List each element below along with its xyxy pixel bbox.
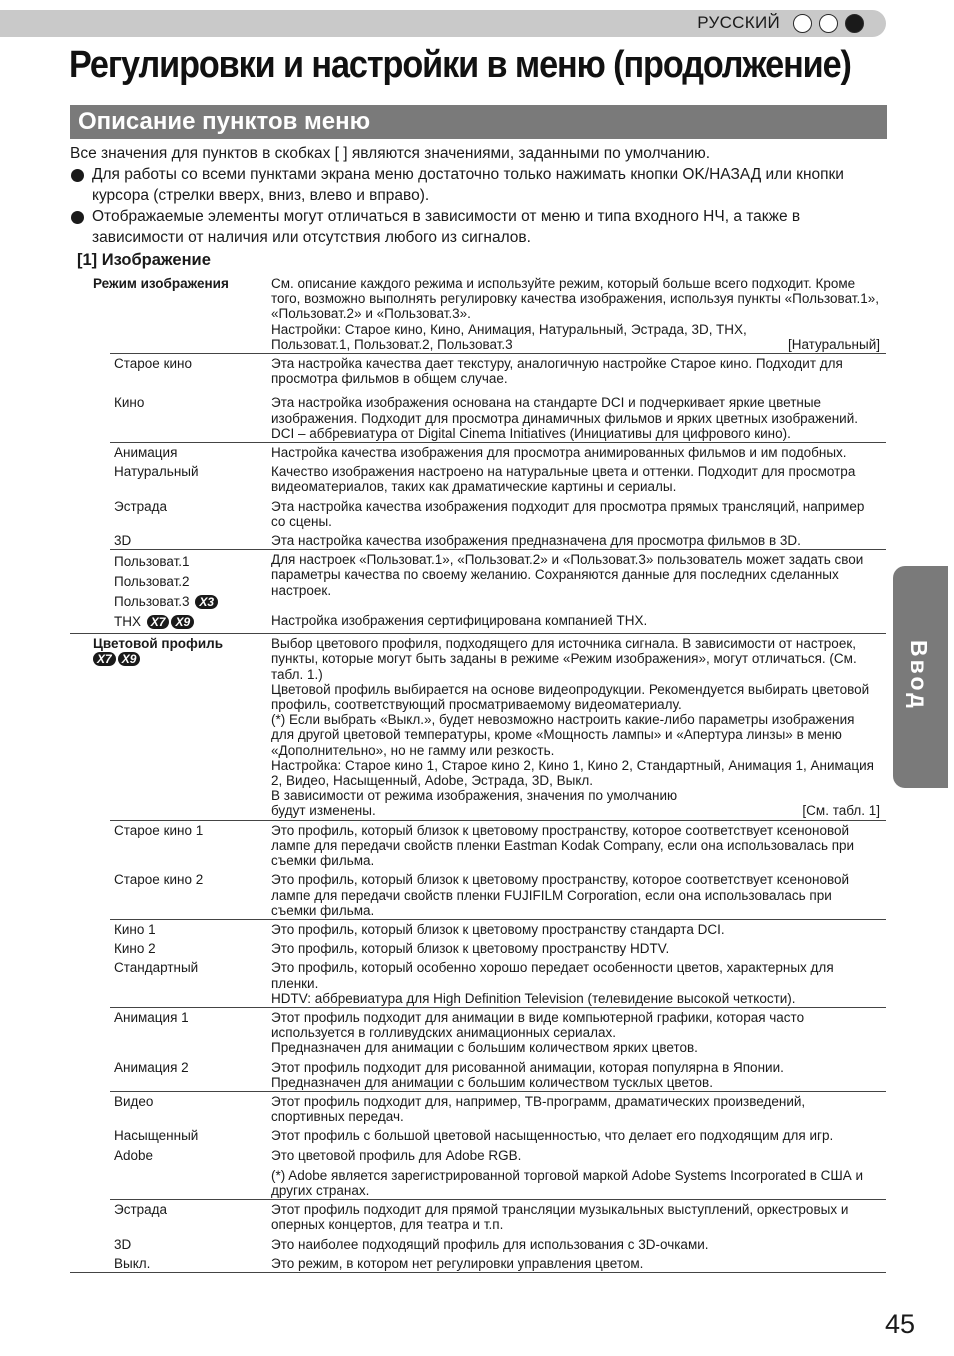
language-indicator-filled-icon	[845, 14, 864, 33]
option-note: (*) Adobe является зарегистрированной торговой маркой Adobe Systems Incorporated в США и других странах.	[271, 1167, 864, 1198]
table-bottom-rule	[70, 1272, 886, 1273]
intro-bullet-buttons: Для работы со всеми пунктами экрана меню достаточно только нажимать кнопки OK/НАЗАД или кнопки курсора (стрелки вверх, вниз, влево и вправо).	[70, 164, 886, 206]
option-description: Эта настройка качества дает текстуру, аналогичную настройке Старое кино. Подходит для просмотра фильмов в общем случае.	[271, 356, 843, 387]
option-label: Анимация 2	[114, 1059, 189, 1075]
item-description: (*) Если выбрать «Выкл.», будет невозможно настроить какие-либо параметры изображения для другой цветовой температуры, кроме «Мощность лампы» и «Апертура линзы» в меню «Дополнительно», но не гамму или резкость.	[271, 712, 855, 758]
option-label: Анимация	[114, 445, 178, 461]
option-description: Предназначен для анимации с большим количеством ярких цветов.	[271, 1040, 698, 1056]
table-row-user	[70, 550, 886, 633]
item-settings: Настройка: Старое кино 1, Старое кино 2, Кино 1, Кино 2, Стандартный, Анимация 1, Анимация 2, Видео, Насыщенный, Adobe, Эстрада, 3D, Выкл.	[271, 757, 874, 789]
intro-bullet-items: Отображаемые элементы могут отличаться в зависимости от меню и типа входного НЧ, а также в зависимости от наличия или отсутствия любого из сигналов.	[70, 206, 886, 248]
item-description: будут изменены.	[271, 803, 376, 819]
option-label: Кино 2	[114, 941, 156, 957]
option-label: Насыщенный	[114, 1128, 199, 1144]
option-note: DCI – аббревиатура от Digital Cinema Initiatives (Инициативы для цифрового кино).	[271, 425, 791, 441]
option-label: Эстрада	[114, 498, 168, 514]
option-description: Этот профиль подходит для анимации в виде компьютерной графики, которая часто используется в голливудских анимационных сериалах.	[271, 1009, 805, 1041]
item-description: См. описание каждого режима и используйте режим, который больше всего подходит. Кроме того, возможно выполнять регулировку качества изображения, используя пункты «Пользоват.1», «Пользоват.2» и «Пользоват.3».	[271, 276, 879, 322]
option-label: Анимация 1	[114, 1009, 189, 1025]
page-number: 45	[885, 1309, 916, 1339]
item-description: Выбор цветового профиля, подходящего для источника сигнала. В зависимости от настроек, пункты, которые могут быть заданы в режиме «Режим изображения», могут отличаться. (См. табл. 1.)	[271, 636, 857, 682]
language-bar	[0, 10, 886, 37]
intro-block	[70, 143, 886, 248]
option-label: 3D	[114, 533, 132, 549]
table-row-animation-profiles	[70, 1008, 886, 1091]
language-indicator-empty-icon	[819, 14, 838, 33]
option-label: Пользоват.1	[114, 554, 190, 570]
option-description: Этот профиль подходит для прямой трансляции музыкальных выступлений, оркестровых и оперных концертов, для театра и т.п.	[271, 1202, 849, 1233]
model-badge-x3: X3	[195, 595, 218, 609]
option-description: Это режим, в котором нет регулировки управления цветом.	[271, 1255, 644, 1271]
option-label: Пользоват.2	[114, 574, 190, 590]
table-row-picture-mode	[70, 274, 886, 353]
model-badge-x9: X9	[118, 652, 141, 666]
model-badge-x9: X9	[171, 615, 194, 629]
language-label: РУССКИЙ	[697, 13, 780, 32]
chapter-side-tab	[893, 566, 948, 788]
option-label: Стандартный	[114, 960, 199, 976]
option-description: Этот профиль подходит для рисованной анимации, которая популярна в Японии.	[271, 1059, 784, 1075]
intro-default-note: Все значения для пунктов в скобках [ ] являются значениями, заданными по умолчанию.	[70, 145, 711, 162]
option-label: Натуральный	[114, 464, 199, 480]
option-description: Эта настройка изображения основана на стандарте DCI и подчеркивает яркие цветные изображения. Подходит для просмотра динамичных фильмов и ярких цветных изображений.	[271, 395, 859, 426]
option-description: Предназначен для анимации с большим количеством тусклых цветов.	[271, 1074, 713, 1090]
item-description: В зависимости от режима изображения, значения по умолчанию	[271, 788, 678, 804]
option-description: Настройка изображения сертифицирована компанией THX.	[271, 612, 648, 628]
option-note: HDTV: аббревиатура для High Definition Television (телевидение высокой четкости).	[271, 990, 796, 1006]
section-heading	[70, 105, 887, 139]
option-label: Adobe	[114, 1147, 154, 1163]
option-label: Выкл.	[114, 1255, 151, 1271]
option-description: Для настроек «Пользоват.1», «Пользоват.2» и «Пользоват.3» пользователь может задать свои параметры качества по своему желанию. Сохраняются данные для последних сделанных настроек.	[271, 552, 864, 598]
option-label: Кино 1	[114, 921, 156, 937]
option-label: Эстрада	[114, 1202, 168, 1218]
option-description: Эта настройка качества изображения предназначена для просмотра фильмов в 3D.	[271, 533, 801, 549]
option-label: Пользоват.3	[114, 594, 190, 610]
option-description: Это профиль, который особенно хорошо передает особенности цветов, характерных для пленки.	[271, 960, 834, 991]
item-label: Режим изображения	[93, 276, 229, 291]
option-description: Это профиль, который близок к цветовому пространству HDTV.	[271, 941, 670, 957]
option-label: Кино	[114, 395, 145, 411]
option-description: Настройка качества изображения для просмотра анимированных фильмов и им подобных.	[271, 445, 847, 461]
option-description: Это профиль, который близок к цветовому пространству, которое соответствует ксеноновой лампе для передачи свойств пленки FUJIFILM Corporation, если она использовалась при съемки фильма.	[271, 872, 850, 918]
subsection-title: [1] Изображение	[77, 251, 211, 269]
table-row-old-cinema	[70, 354, 886, 442]
table-row-old-cinema-profiles	[70, 821, 886, 919]
option-label: 3D	[114, 1236, 132, 1252]
option-label: Старое кино 1	[114, 822, 204, 838]
option-description: Эта настройка качества изображения подходит для просмотра прямых трансляций, например со сцены.	[271, 498, 865, 529]
option-description: Это наиболее подходящий профиль для использования с 3D-очками.	[271, 1236, 709, 1252]
item-settings: Пользоват.1, Пользоват.2, Пользоват.3	[271, 336, 513, 352]
item-description: Цветовой профиль выбирается на основе видеопродукции. Рекомендуется выбирать цветовой профиль, соответствующий просматриваемому видеоматериалу.	[271, 681, 870, 713]
option-label: Старое кино 2	[114, 872, 204, 888]
language-indicator-empty-icon	[793, 14, 812, 33]
option-description: Это цветовой профиль для Adobe RGB.	[271, 1147, 522, 1163]
table-row-color-profile	[70, 634, 886, 819]
menu-description-table	[70, 274, 886, 1273]
item-label: Цветовой профиль	[93, 636, 224, 652]
table-row-cinema-profiles	[70, 920, 886, 1007]
default-value: [См. табл. 1]	[802, 803, 880, 819]
model-badge-x7: X7	[147, 615, 170, 629]
option-description: Это профиль, который близок к цветовому пространству стандарта DCI.	[271, 921, 725, 937]
table-row-video-profiles	[70, 1092, 886, 1199]
chapter-side-tab-label: Ввод	[906, 640, 932, 711]
option-description: Этот профиль подходит для, например, ТВ-программ, драматических произведений, спортивных передач.	[271, 1093, 806, 1125]
default-value: [Натуральный]	[787, 336, 880, 352]
option-description: Это профиль, который близок к цветовому пространству, которое соответствует ксеноновой лампе для передачи свойств пленки Eastman Kodak Company, если она использовалась при съемки фильма.	[271, 822, 855, 869]
page-title: Регулировки и настройки в меню (продолжение)	[69, 44, 851, 86]
section-title: Описание пунктов меню	[78, 108, 371, 135]
option-label: Видео	[114, 1093, 154, 1109]
table-row-animation	[70, 443, 886, 549]
option-label: Старое кино	[114, 356, 192, 372]
model-badge-x7: X7	[93, 652, 116, 666]
item-settings: Настройки: Старое кино, Кино, Анимация, Натуральный, Эстрада, 3D, THX,	[271, 321, 747, 337]
table-row-stage-profiles	[70, 1200, 886, 1272]
option-description: Качество изображения настроено на натуральные цвета и оттенки. Подходит для просмотра видеоматериалов, таких как драматические картины и сериалы.	[271, 464, 856, 495]
option-description: Этот профиль с большой цветовой насыщенностью, что делает его подходящим для игр.	[271, 1128, 834, 1144]
option-label: THX	[114, 614, 141, 630]
